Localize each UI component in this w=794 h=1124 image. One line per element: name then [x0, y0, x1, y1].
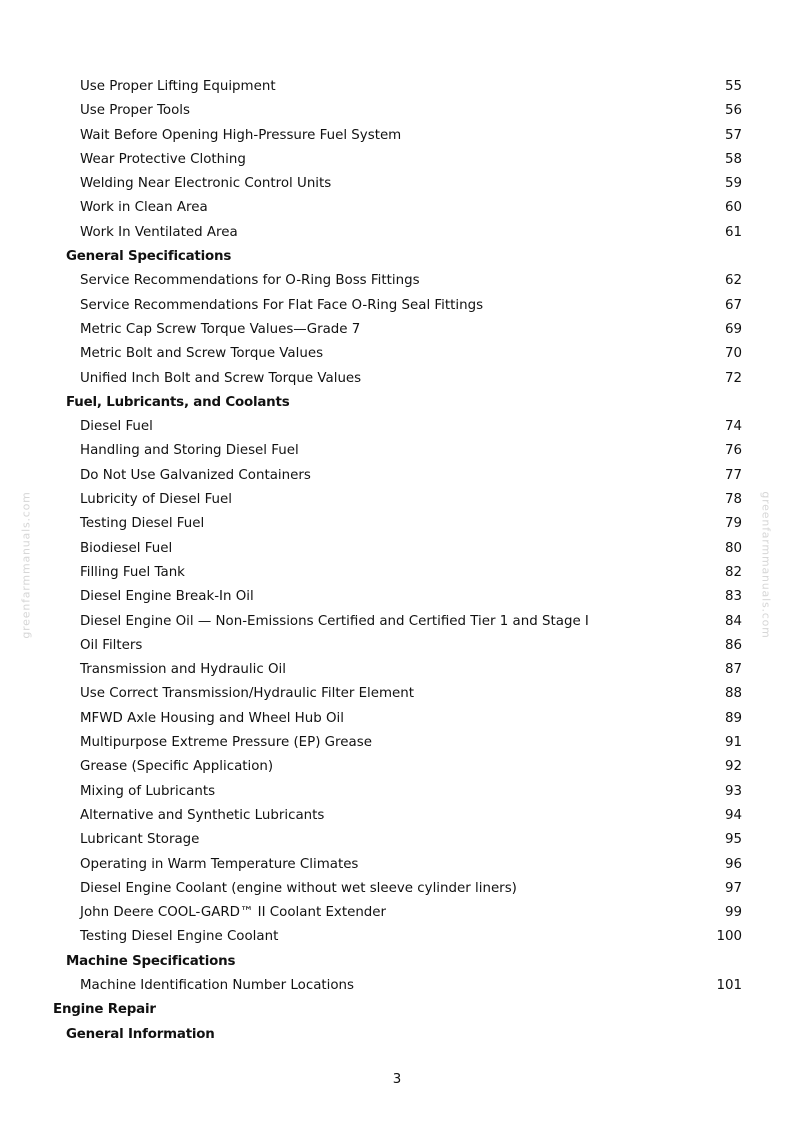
toc-entry-page: 95: [724, 832, 742, 848]
toc-entry[interactable]: [0, 707, 794, 731]
toc-entry-title: Grease (Specific Application): [80, 759, 274, 775]
toc-entry-page: 101: [716, 977, 742, 993]
toc-entry-page: 100: [716, 929, 742, 945]
toc-entry-page: 89: [724, 710, 742, 726]
toc-entry-page: 87: [724, 662, 742, 678]
watermark-left: greenfarmmanuals.com: [19, 491, 33, 639]
toc-entry-page: 62: [724, 273, 742, 289]
toc-entry-title: Transmission and Hydraulic Oil: [80, 662, 286, 678]
toc-entry-page: 58: [724, 151, 742, 167]
toc-entry-page: 88: [724, 686, 742, 702]
toc-section-heading: [0, 245, 794, 269]
toc-entry-title: General Specifications: [66, 249, 232, 265]
toc-entry-title: Machine Specifications: [66, 953, 236, 969]
toc-entry-title: Alternative and Synthetic Lubricants: [80, 807, 325, 823]
toc-entry-page: 69: [724, 321, 742, 337]
toc-entry-page: 60: [724, 200, 742, 216]
toc-entry[interactable]: [0, 877, 794, 901]
toc-entry[interactable]: [0, 464, 794, 488]
toc-entry-title: Wear Protective Clothing: [80, 151, 246, 167]
toc-entry-title: MFWD Axle Housing and Wheel Hub Oil: [80, 710, 344, 726]
toc-entry-title: Diesel Engine Oil — Non-Emissions Certified and Certified Tier 1 and Stage I: [80, 613, 589, 629]
toc-entry-page: 80: [724, 540, 742, 556]
toc-entry-page: 74: [724, 419, 742, 435]
toc-entry[interactable]: [0, 439, 794, 463]
toc-entry-page: 79: [724, 516, 742, 532]
toc-entry[interactable]: [0, 585, 794, 609]
toc-entry[interactable]: [0, 828, 794, 852]
toc-entry-page: 61: [724, 224, 742, 240]
toc-entry-title: Use Correct Transmission/Hydraulic Filter Element: [80, 686, 415, 702]
toc-entry[interactable]: [0, 415, 794, 439]
toc-entry-title: Mixing of Lubricants: [80, 783, 216, 799]
toc-entry-title: Wait Before Opening High-Pressure Fuel System: [80, 127, 402, 143]
toc-entry-title: Unified Inch Bolt and Screw Torque Values: [80, 370, 362, 386]
toc-section-heading: [0, 1023, 794, 1047]
toc-entry-title: Service Recommendations for O-Ring Boss Fittings: [80, 273, 420, 289]
toc-entry-title: General Information: [66, 1026, 215, 1042]
toc-entry[interactable]: [0, 561, 794, 585]
toc-entry-page: 91: [724, 735, 742, 751]
toc-entry-title: Lubricity of Diesel Fuel: [80, 492, 232, 508]
toc-entry-page: 94: [724, 807, 742, 823]
toc-entry-title: John Deere COOL-GARD™ II Coolant Extender: [80, 905, 387, 921]
watermark-right: greenfarmmanuals.com: [759, 491, 773, 639]
toc-entry-title: Diesel Engine Coolant (engine without wet sleeve cylinder liners): [80, 880, 517, 896]
toc-entry-page: 92: [724, 759, 742, 775]
toc-entry-page: 56: [724, 103, 742, 119]
toc-entry[interactable]: [0, 925, 794, 949]
toc-entry-title: Metric Bolt and Screw Torque Values: [80, 346, 324, 362]
toc-entry[interactable]: [0, 367, 794, 391]
toc-entry-title: Fuel, Lubricants, and Coolants: [66, 394, 290, 410]
toc-entry-page: 96: [724, 856, 742, 872]
toc-entry-title: Multipurpose Extreme Pressure (EP) Grease: [80, 735, 372, 751]
toc-entry-title: Testing Diesel Fuel: [80, 516, 205, 532]
toc-entry[interactable]: [0, 75, 794, 99]
toc-entry-title: Work In Ventilated Area: [80, 224, 238, 240]
toc-entry[interactable]: [0, 342, 794, 366]
toc-entry-title: Testing Diesel Engine Coolant: [80, 929, 279, 945]
toc-entry-page: 99: [724, 905, 742, 921]
toc-section-heading: [0, 391, 794, 415]
toc-entry-title: Welding Near Electronic Control Units: [80, 176, 332, 192]
toc-entry[interactable]: [0, 682, 794, 706]
toc-entry[interactable]: [0, 658, 794, 682]
toc-entry-page: 93: [724, 783, 742, 799]
toc-entry-page: 57: [724, 127, 742, 143]
toc-entry[interactable]: [0, 610, 794, 634]
toc-entry-title: Lubricant Storage: [80, 832, 200, 848]
toc-entry[interactable]: [0, 269, 794, 293]
toc-entry-title: Use Proper Tools: [80, 103, 191, 119]
toc-entry-title: Metric Cap Screw Torque Values—Grade 7: [80, 321, 361, 337]
toc-entry[interactable]: [0, 974, 794, 998]
toc-entry-page: 55: [724, 79, 742, 94]
toc-entry[interactable]: [0, 488, 794, 512]
toc-entry[interactable]: [0, 731, 794, 755]
toc-entry[interactable]: [0, 124, 794, 148]
toc-entry[interactable]: [0, 318, 794, 342]
toc-entry[interactable]: [0, 755, 794, 779]
toc-entry-page: 59: [724, 176, 742, 192]
toc-chapter-heading: [0, 998, 794, 1022]
toc-entry[interactable]: [0, 512, 794, 536]
toc-entry-title: Engine Repair: [53, 1002, 156, 1018]
toc-entry-title: Machine Identification Number Locations: [80, 977, 355, 993]
toc-entry-title: Oil Filters: [80, 637, 143, 653]
toc-entry-page: 82: [724, 564, 742, 580]
toc-entry-page: 77: [724, 467, 742, 483]
toc-entry[interactable]: [0, 853, 794, 877]
toc-entry-title: Diesel Fuel: [80, 419, 153, 435]
toc-entry-page: 86: [724, 637, 742, 653]
toc-entry-title: Do Not Use Galvanized Containers: [80, 467, 311, 483]
toc-entry-title: Filling Fuel Tank: [80, 564, 185, 580]
page-number: 3: [392, 1072, 402, 1087]
toc-entry[interactable]: [0, 148, 794, 172]
toc-entry-page: 83: [724, 589, 742, 605]
toc-entry-page: 70: [724, 346, 742, 362]
toc-entry[interactable]: [0, 172, 794, 196]
toc-entry-title: Diesel Engine Break-In Oil: [80, 589, 254, 605]
toc-entry-title: Biodiesel Fuel: [80, 540, 173, 556]
toc-entry[interactable]: [0, 780, 794, 804]
toc-entry-page: 76: [724, 443, 742, 459]
toc-entry-title: Use Proper Lifting Equipment: [80, 79, 276, 94]
toc-entry[interactable]: [0, 901, 794, 925]
toc-entry-title: Handling and Storing Diesel Fuel: [80, 443, 299, 459]
toc-entry[interactable]: [0, 537, 794, 561]
toc-section-heading: [0, 950, 794, 974]
toc-entry-title: Work in Clean Area: [80, 200, 208, 216]
toc-entry[interactable]: [0, 196, 794, 220]
toc-entry-page: 78: [724, 492, 742, 508]
toc-entry-page: 84: [724, 613, 742, 629]
toc-entry-page: 97: [724, 880, 742, 896]
toc-entry-page: 67: [724, 297, 742, 313]
toc-entry-title: Service Recommendations For Flat Face O-Ring Seal Fittings: [80, 297, 484, 313]
toc-entry[interactable]: [0, 99, 794, 123]
toc-entry-title: Operating in Warm Temperature Climates: [80, 856, 359, 872]
toc-entry-page: 72: [724, 370, 742, 386]
table-of-contents: [0, 75, 794, 1047]
toc-entry[interactable]: [0, 634, 794, 658]
toc-entry[interactable]: [0, 294, 794, 318]
toc-entry[interactable]: [0, 804, 794, 828]
toc-entry[interactable]: [0, 221, 794, 245]
